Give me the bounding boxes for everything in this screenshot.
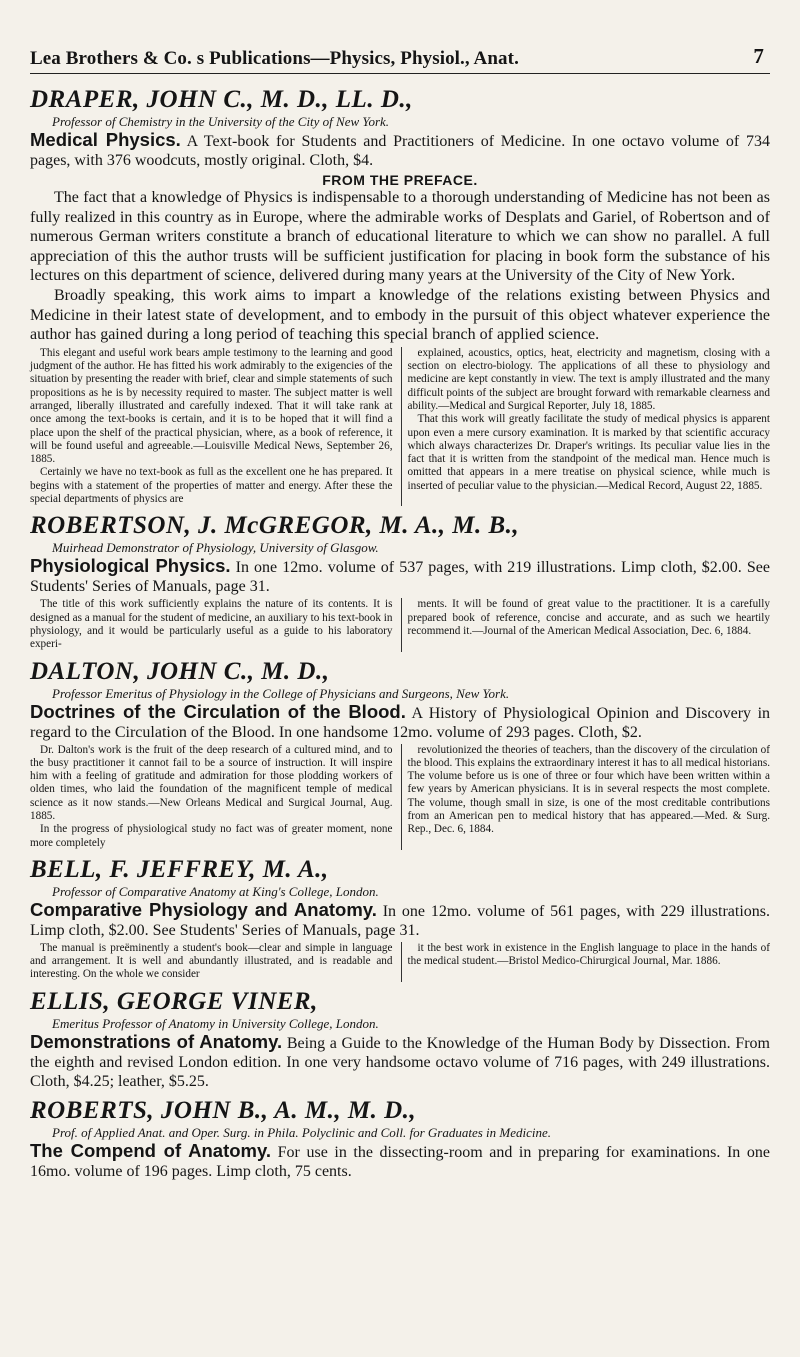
review-column-right <box>401 942 771 982</box>
author-affiliation: Muirhead Demonstrator of Physiology, University of Glasgow. <box>52 540 379 556</box>
book-title: Medical Physics. <box>30 129 181 150</box>
review-columns <box>30 744 770 850</box>
author-name: ROBERTS, JOHN B., A. M., M. D., <box>30 1096 417 1124</box>
entry-draper <box>30 86 770 506</box>
book-listing <box>30 130 770 170</box>
author-affiliation: Prof. of Applied Anat. and Oper. Surg. in Phila. Polyclinic and Coll. for Graduates in Medicine. <box>52 1124 552 1140</box>
author-name: DRAPER, JOHN C., M. D., LL. D., <box>30 86 413 113</box>
entry-roberts <box>30 1097 770 1181</box>
review-paragraph: Dr. Dalton's work is the fruit of the deep research of a cultured mind, and to the busy practitioner it cannot fail to be a source of instruction. It will inspire him with a feeling of gratitude and admiration for those plodding workers of olden times, who laid the foundation of the magnificent temple of medical science as it now stands.—New Orleans Medical and Surgical Journal, Aug. 1885. <box>30 743 393 822</box>
entry-robertson <box>30 512 770 651</box>
review-column-right <box>401 744 771 850</box>
author-affiliation: Professor of Comparative Anatomy at King's College, London. <box>52 883 379 899</box>
book-title: Demonstrations of Anatomy. <box>30 1030 283 1052</box>
preface-paragraph: The fact that a knowledge of Physics is indispensable to a thorough understanding of Medicine has not been as fully realized in this country as in Europe, where the admirable works of Desplats and Gariel, of Robertson and of numerous German writers constitute a branch of educational literature to which we can show no parallel. A full appreciation of this the author trusts will be sufficient justification for placing in book form the substance of his lectures on this department of science, delivered during many years at the University of the City of New York. <box>30 189 770 285</box>
review-paragraph: That this work will greatly facilitate the study of medical physics is apparent upon even a mere cursory examination. It is marked by that scientific accuracy which always characterizes Dr. Draper's writings. Its peculiar value lies in the fact that it is written from the standpoint of the medical man. Hence much is omitted that appears in a mere treatise on physical science, while much is inserted of peculiar value to the physician.—Medical Record, August 22, 1885. <box>407 413 770 492</box>
book-description: Being a Guide to the Knowledge of the Human Body by Dissection. From the eighth and revised London edition. In one very handsome octavo volume of 716 pages, with 249 illustrations. Cloth, $4.25; leather, $5.25. <box>30 1034 770 1090</box>
book-description: In one 12mo. volume of 537 pages, with 219 illustrations. Limp cloth, $2.00. See Students' Series of Manuals, page 31. <box>30 559 770 596</box>
book-listing <box>30 556 770 596</box>
author-affiliation: Professor Emeritus of Physiology in the College of Physicians and Surgeons, New York. <box>52 685 510 701</box>
author-affiliation: Professor of Chemistry in the University of the City of New York. <box>52 114 390 129</box>
preface-heading: FROM THE PREFACE. <box>322 172 478 188</box>
book-description: In one 12mo. volume of 561 pages, with 229 illustrations. Limp cloth, $2.00. See Students' Series of Manuals, page 31. <box>30 902 771 939</box>
page-number: 7 <box>753 44 764 68</box>
review-paragraph: In the progress of physiological study no fact was of greater moment, none more completely <box>30 823 393 849</box>
review-paragraph: Certainly we have no text-book as full as the excellent one he has prepared. It begins with a statement of the properties of matter and energy. After these the special departments of physics are <box>30 466 393 506</box>
review-paragraph: explained, acoustics, optics, heat, electricity and magnetism, closing with a section on electro-biology. The applications of all these to physiology and medicine are kept constantly in view. The text is amply illustrated and the many difficult points of the subject are brought forward with remarkable clearness and ability.—Medical and Surgical Reporter, July 18, 1885. <box>407 346 770 412</box>
review-columns <box>30 347 770 507</box>
book-listing <box>30 900 770 940</box>
review-column-right <box>401 598 771 651</box>
author-name: BELL, F. JEFFREY, M. A., <box>30 855 329 883</box>
book-description: A Text-book for Students and Practitioners of Medicine. In one octavo volume of 734 pages, with 376 woodcuts, mostly original. Cloth, $4. <box>30 133 770 169</box>
review-paragraph: The manual is preëminently a student's book—clear and simple in language and arrangement. It is well and abundantly illustrated, and is readable and interesting. On the whole we consider <box>30 941 393 981</box>
author-name: ROBERTSON, J. McGREGOR, M. A., M. B., <box>30 512 520 540</box>
review-paragraph: ments. It will be found of great value to the practitioner. It is a carefully prepared book of reference, concise and accurate, and as such we heartily recommend it.—Journal of the American Medical Association, Dec. 6, 1884. <box>407 598 770 637</box>
entry-dalton <box>30 658 770 850</box>
entry-bell <box>30 856 770 982</box>
author-name: DALTON, JOHN C., M. D., <box>30 657 330 685</box>
review-columns <box>30 942 770 982</box>
preface-paragraph: Broadly speaking, this work aims to impart a knowledge of the relations existing between Physics and Medicine in their latest state of development, and to embody in the pursuit of this object whatever experience the author has gained during a long period of teaching this special branch of applied science. <box>30 286 770 344</box>
book-title: Physiological Physics. <box>30 555 231 577</box>
book-description: A History of Physiological Opinion and Discovery in regard to the Circulation of the Blood. In one handsome 12mo. volume of 293 pages. Cloth, $2. <box>30 704 771 741</box>
review-paragraph: revolutionized the theories of teachers, than the discovery of the circulation of the blood. This explains the extraordinary interest it has to all medical historians. The volume before us is one of three or four which have been written within a few years by American physicians. It is in several respects the most complete. The volume, though small in size, is one of the most creditable contributions from an American pen to medical history that has appeared.—Med. & Surg. Rep., Dec. 6, 1884. <box>407 743 770 836</box>
review-columns <box>30 598 770 651</box>
review-column-left <box>30 744 393 850</box>
review-column-right <box>401 347 771 507</box>
author-name: ELLIS, GEORGE VINER, <box>30 987 318 1015</box>
running-head <box>30 0 770 74</box>
review-paragraph: The title of this work sufficiently explains the nature of its contents. It is designed as a manual for the student of medicine, an auxiliary to his text-book in physiology, and it would be particularly useful as a guide to his laboratory experi- <box>30 598 393 651</box>
book-listing <box>30 702 770 742</box>
review-paragraph: it the best work in existence in the English language to place in the hands of the medical student.—Bristol Medico-Chirurgical Journal, Mar. 1886. <box>407 941 770 968</box>
review-column-left <box>30 598 393 651</box>
book-title: The Compend of Anatomy. <box>30 1139 272 1161</box>
book-description: For use in the dissecting-room and in preparing for examinations. In one 16mo. volume of 196 pages. Limp cloth, 75 cents. <box>30 1143 770 1180</box>
author-affiliation: Emeritus Professor of Anatomy in University College, London. <box>52 1015 379 1031</box>
review-paragraph: This elegant and useful work bears ample testimony to the learning and good judgment of the author. He has fitted his work admirably to the exigencies of the situation by presenting the reader with brief, clear and simple statements of such propositions as he is by necessity required to master. The subject matter is well arranged, liberally illustrated and carefully indexed. That it will take rank at once among the text-books is certain, and it is to be hoped that it will find a place upon the shelf of the practical physician, where, as a book of reference, it will be found useful and agreeable.—Louisville Medical News, September 26, 1885. <box>30 346 393 466</box>
entry-ellis <box>30 988 770 1091</box>
running-head-title: Lea Brothers & Co. s Publications—Physics, Physiol., Anat. <box>30 48 519 69</box>
book-listing <box>30 1032 770 1091</box>
review-column-left <box>30 347 393 507</box>
review-column-left <box>30 942 393 982</box>
book-listing <box>30 1141 770 1181</box>
book-title: Comparative Physiology and Anatomy. <box>30 898 377 920</box>
book-title: Doctrines of the Circulation of the Blood. <box>30 700 406 722</box>
